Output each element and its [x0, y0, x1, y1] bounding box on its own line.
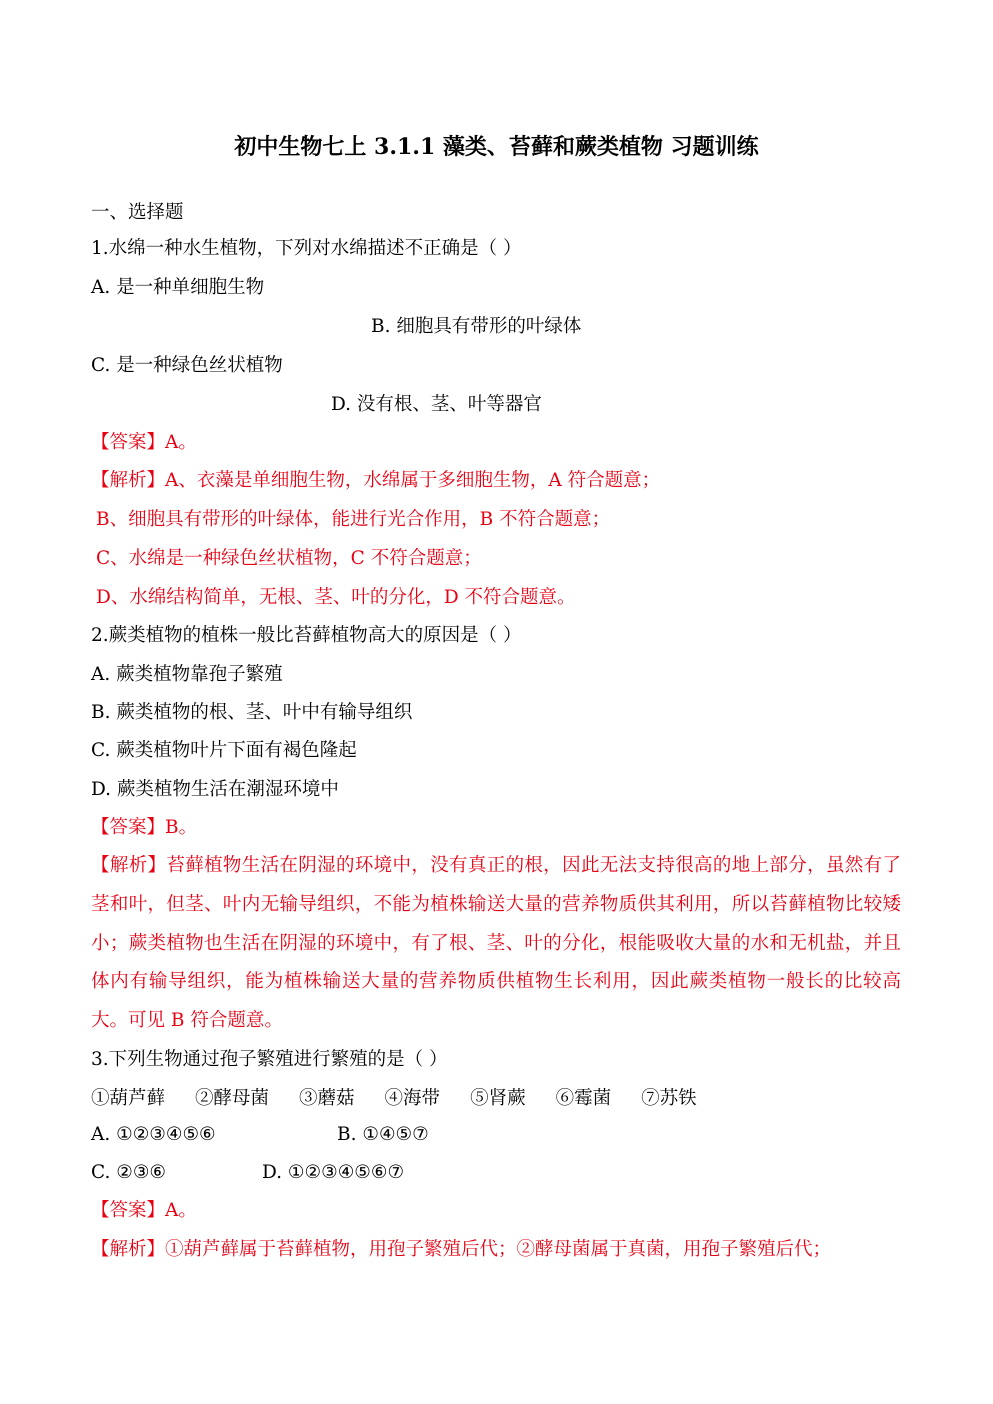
- q3-option-d: D. ①②③④⑤⑥⑦: [262, 1162, 405, 1183]
- q3-item: ⑤肾蕨: [470, 1088, 526, 1109]
- q1-analysis-line-2: B、细胞具有带形的叶绿体，能进行光合作用，B 不符合题意；: [96, 509, 611, 530]
- section-heading: 一、选择题: [91, 202, 184, 223]
- q1-stem: 1.水绵一种水生植物，下列对水绵描述不正确是（ ）: [91, 238, 522, 259]
- q3-item: ①葫芦藓: [91, 1088, 166, 1109]
- q2-stem: 2.蕨类植物的植株一般比苔藓植物高大的原因是（ ）: [91, 625, 522, 646]
- q3-item: ⑦苏铁: [641, 1088, 697, 1109]
- q1-analysis-line-1: 【解析】A、衣藻是单细胞生物，水绵属于多细胞生物，A 符合题意；: [91, 470, 661, 491]
- q1-option-b: B. 细胞具有带形的叶绿体: [371, 316, 582, 337]
- q3-item: ②酵母菌: [195, 1088, 270, 1109]
- q2-option-c: C. 蕨类植物叶片下面有褐色隆起: [91, 740, 357, 761]
- q3-option-b: B. ①④⑤⑦: [337, 1124, 429, 1145]
- q3-stem: 3.下列生物通过孢子繁殖进行繁殖的是（ ）: [91, 1049, 448, 1070]
- q1-answer: 【答案】A。: [91, 432, 197, 453]
- q3-answer: 【答案】A。: [91, 1200, 197, 1221]
- q1-option-a: A. 是一种单细胞生物: [91, 277, 265, 298]
- q3-organism-list: [91, 1086, 697, 1112]
- q1-option-d: D. 没有根、茎、叶等器官: [331, 394, 542, 415]
- page-title: 初中生物七上 3.1.1 藻类、苔藓和蕨类植物 习题训练: [234, 134, 759, 160]
- q2-answer: 【答案】B。: [91, 817, 198, 838]
- q2-option-a: A. 蕨类植物靠孢子繁殖: [91, 664, 283, 685]
- q1-analysis-line-4: D、水绵结构简单，无根、茎、叶的分化，D 不符合题意。: [96, 587, 576, 608]
- q3-option-a: A. ①②③④⑤⑥: [91, 1124, 216, 1145]
- q3-option-c: C. ②③⑥: [91, 1162, 167, 1183]
- q1-analysis-line-3: C、水绵是一种绿色丝状植物，C 不符合题意；: [96, 548, 482, 569]
- q3-item: ④海带: [384, 1088, 441, 1109]
- q2-analysis: 【解析】苔藓植物生活在阴湿的环境中，没有真正的根，因此无法支持很高的地上部分，虽然有了茎和叶，但茎、叶内无输导组织，不能为植株输送大量的营养物质供其利用，所以苔藓植物比较矮小；蕨类植物也生活在阴湿的环境中，有了根、茎、叶的分化，根能吸收大量的水和无机盐，并且体内有输导组织，能为植株输送大量的营养物质供植物生长利用，因此蕨类植物一般长的比较高大。可见 B 符合题意。: [91, 855, 901, 1032]
- q3-item: ⑥霉菌: [555, 1088, 612, 1109]
- q1-option-c: C. 是一种绿色丝状植物: [91, 355, 283, 376]
- q3-item: ③蘑菇: [299, 1088, 355, 1109]
- q3-analysis-line-1: 【解析】①葫芦藓属于苔藓植物，用孢子繁殖后代；②酵母菌属于真菌，用孢子繁殖后代；: [91, 1239, 832, 1260]
- q2-option-b: B. 蕨类植物的根、茎、叶中有输导组织: [91, 702, 413, 723]
- q2-option-d: D. 蕨类植物生活在潮湿环境中: [91, 779, 339, 800]
